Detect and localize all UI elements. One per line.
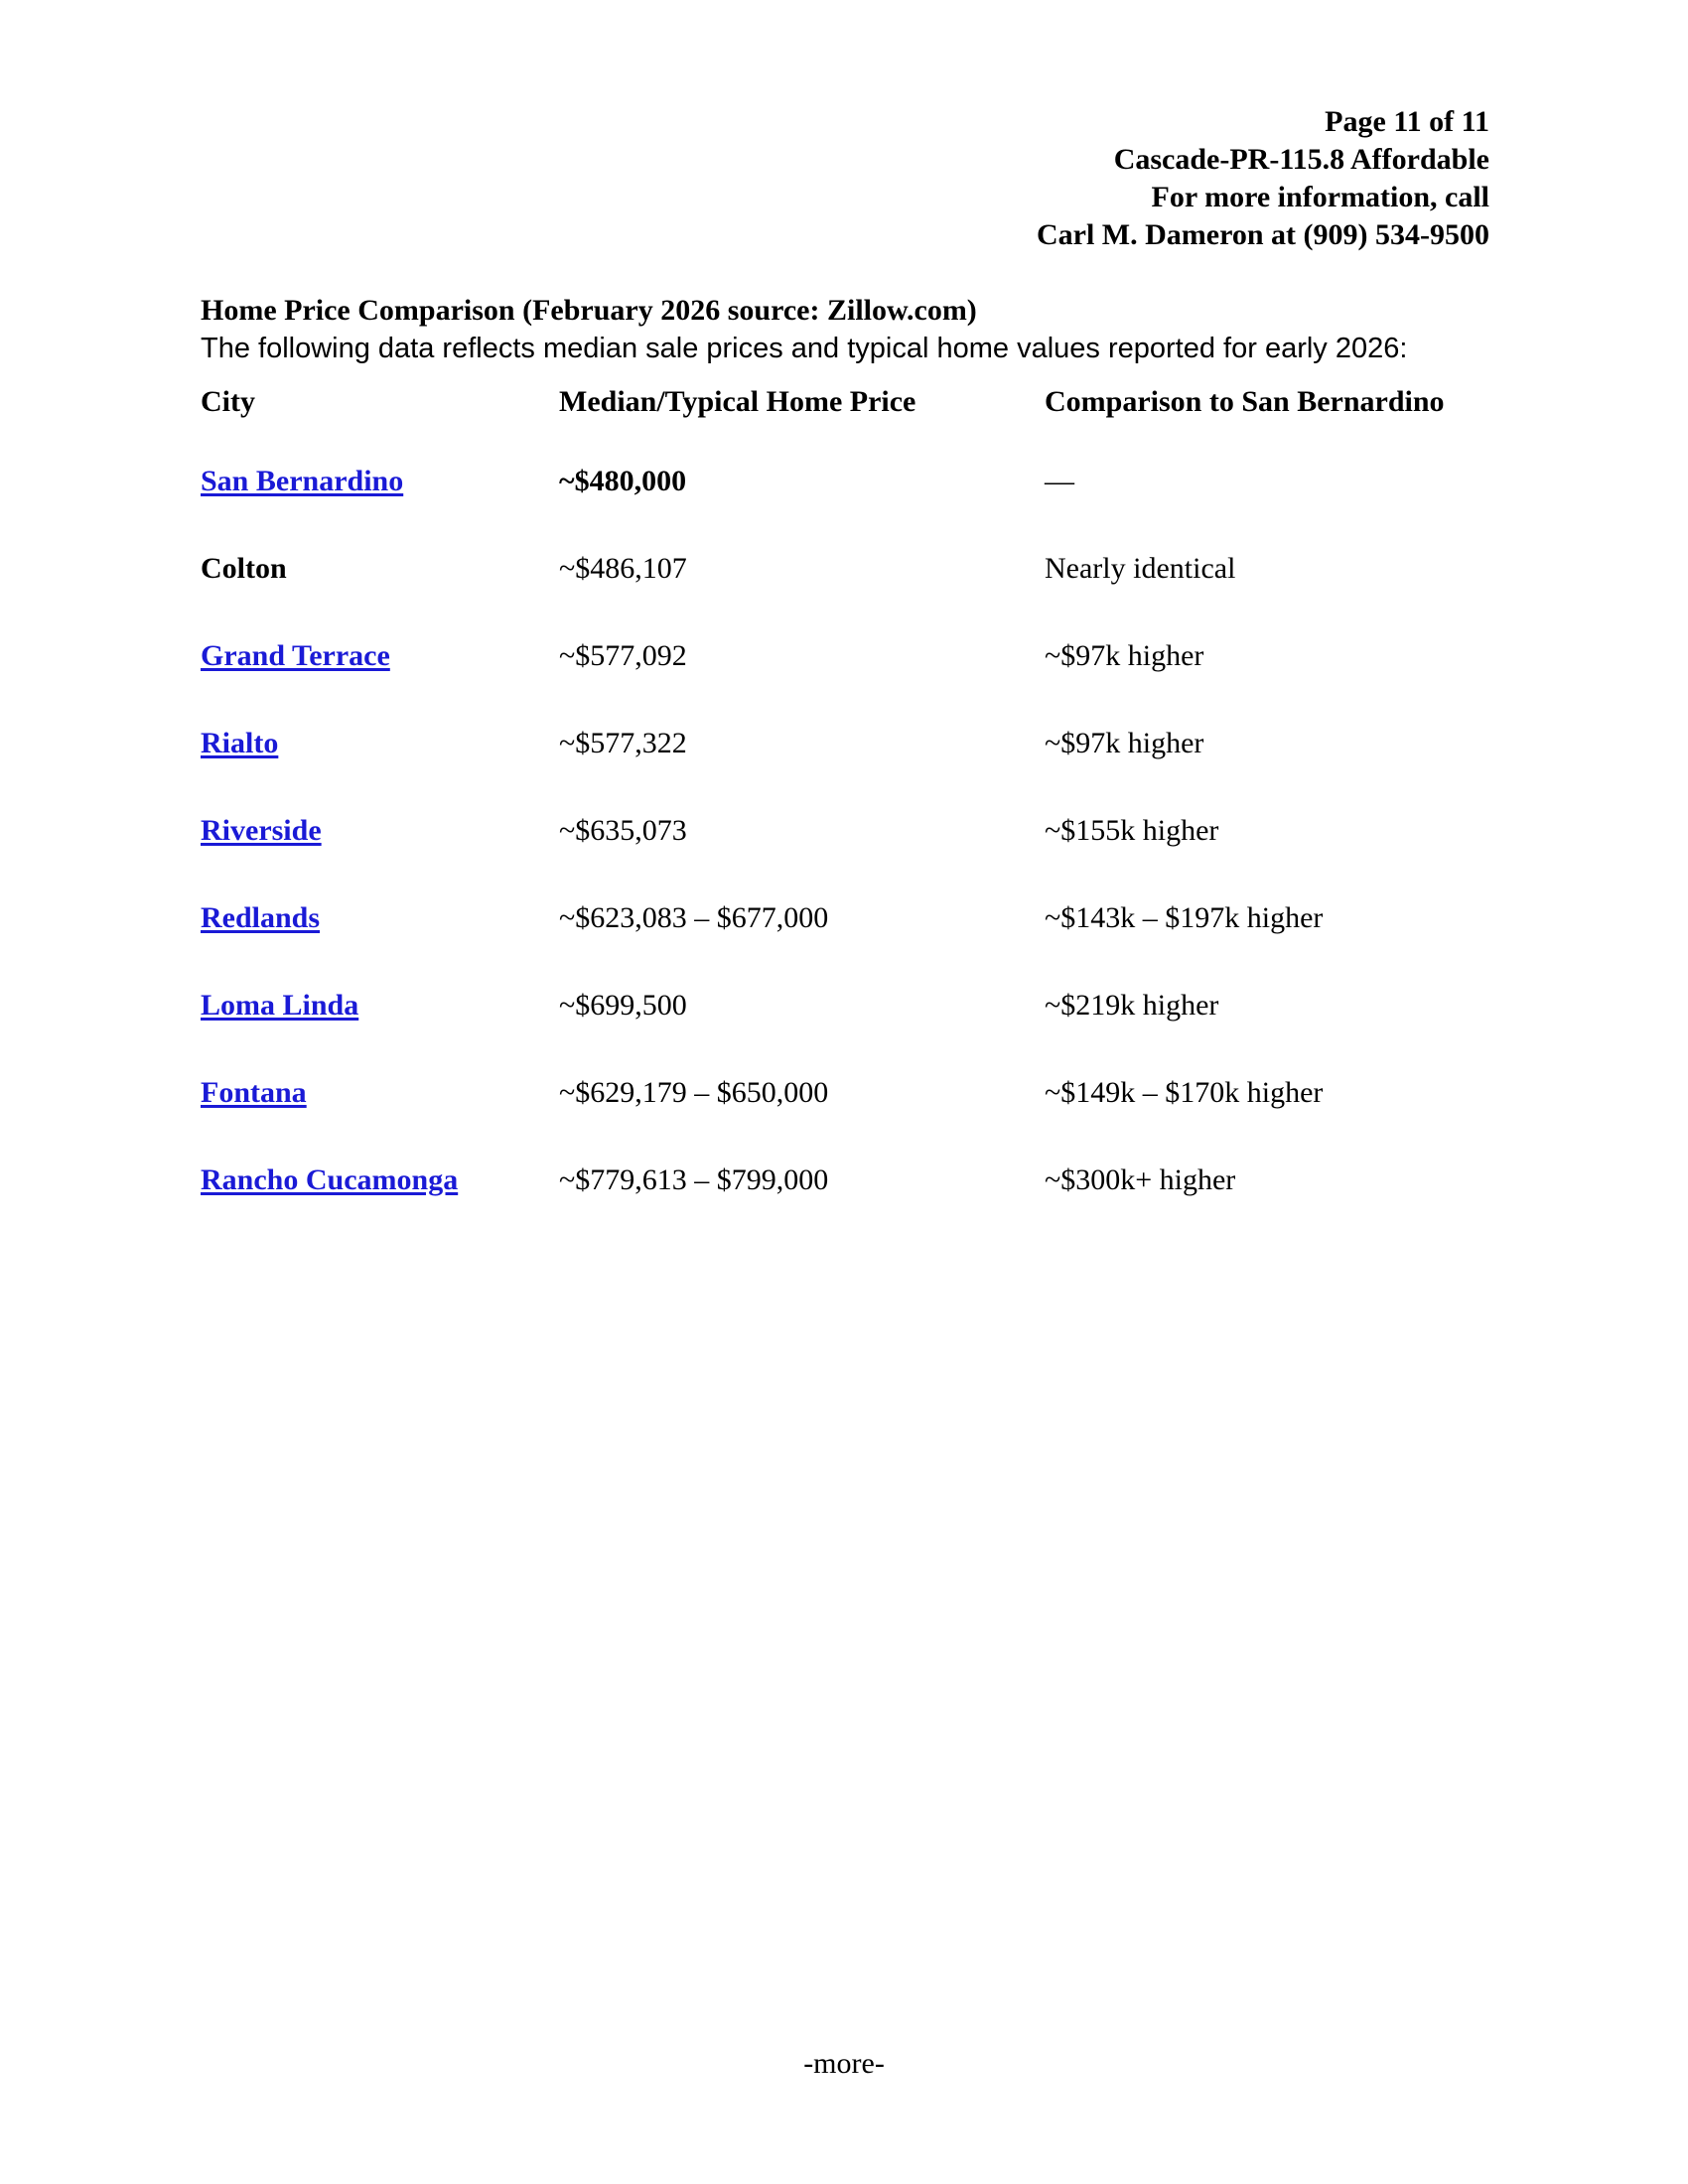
city-link-rancho-cucamonga[interactable]: Rancho Cucamonga (201, 1163, 459, 1196)
city-link-fontana[interactable]: Fontana (201, 1076, 307, 1109)
city-link-redlands[interactable]: Redlands (201, 901, 321, 934)
table-row (201, 550, 1491, 590)
city-link-loma-linda[interactable]: Loma Linda (201, 989, 359, 1022)
comparison-cell: — (1045, 465, 1074, 497)
price-cell: ~$635,073 (559, 814, 687, 847)
table-row (201, 637, 1491, 677)
comparison-cell: ~$149k – $170k higher (1045, 1076, 1324, 1109)
city-link-rialto[interactable]: Rialto (201, 727, 279, 759)
comparison-cell: ~$300k+ higher (1045, 1163, 1236, 1196)
city-link-grand-terrace[interactable]: Grand Terrace (201, 639, 390, 672)
page-number: Page 11 of 11 (1325, 105, 1489, 138)
table-row (201, 1074, 1491, 1114)
city-link-riverside[interactable]: Riverside (201, 814, 322, 847)
comparison-cell: ~$97k higher (1045, 639, 1204, 672)
table-row (201, 463, 1491, 502)
price-cell: ~$577,322 (559, 727, 687, 759)
comparison-cell: ~$155k higher (1045, 814, 1219, 847)
price-cell: ~$623,083 – $677,000 (559, 901, 829, 934)
section-title: Home Price Comparison (February 2026 source: Zillow.com) (201, 294, 977, 327)
comparison-cell: ~$219k higher (1045, 989, 1219, 1022)
comparison-cell: ~$97k higher (1045, 727, 1204, 759)
column-header-comparison: Comparison to San Bernardino (1045, 385, 1445, 418)
city-name-colton: Colton (201, 552, 287, 585)
price-cell: ~$779,613 – $799,000 (559, 1163, 829, 1196)
table-row (201, 812, 1491, 852)
contact-prompt: For more information, call (1151, 181, 1489, 213)
price-cell: ~$629,179 – $650,000 (559, 1076, 829, 1109)
table-row (201, 1161, 1491, 1201)
continuation-marker: -more- (803, 2047, 885, 2080)
price-cell: ~$486,107 (559, 552, 687, 585)
comparison-cell: ~$143k – $197k higher (1045, 901, 1324, 934)
contact-line: Carl M. Dameron at (909) 534-9500 (1036, 218, 1489, 251)
table-row (201, 987, 1491, 1026)
table-row (201, 899, 1491, 939)
price-cell: ~$699,500 (559, 989, 687, 1022)
city-link-san-bernardino[interactable]: San Bernardino (201, 465, 404, 497)
intro-text: The following data reflects median sale prices and typical home values reported for early 2026: (201, 333, 1408, 364)
page-header (1037, 103, 1489, 254)
column-header-city: City (201, 385, 255, 418)
table-row (201, 725, 1491, 764)
price-cell: ~$577,092 (559, 639, 687, 672)
price-cell: ~$480,000 (559, 465, 687, 497)
column-header-price: Median/Typical Home Price (559, 385, 916, 418)
release-id: Cascade-PR-115.8 Affordable (1113, 143, 1489, 176)
comparison-cell: Nearly identical (1045, 552, 1236, 585)
